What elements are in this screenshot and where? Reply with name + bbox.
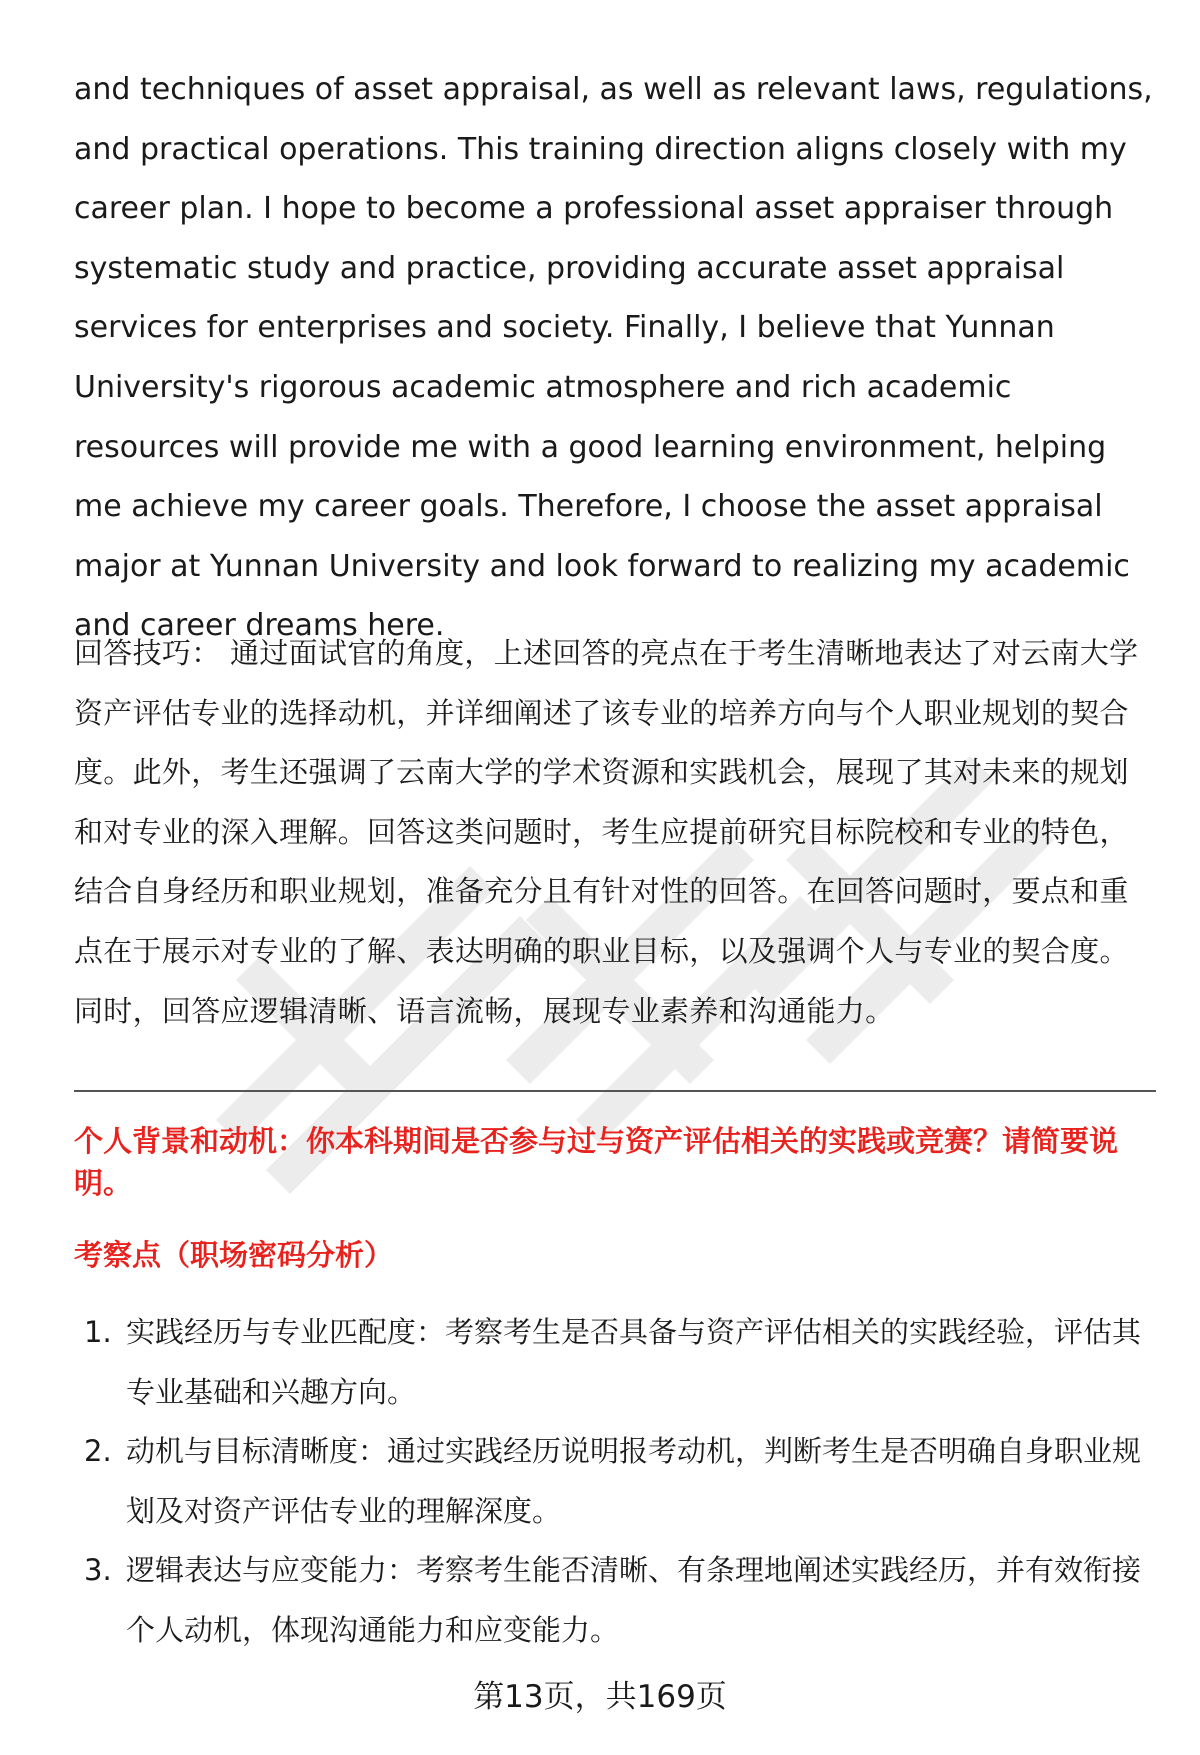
list-item-number: 2. [84,1434,112,1469]
list-item [74,1303,1156,1422]
body-paragraph-english: and techniques of asset appraisal, as well as relevant laws, regulations, and practical operations. This training direction aligns closely with my career plan. I hope to become a professional asset appraiser through systematic study and practice, providing accurate asset appraisal services for enterprises and society. Finally, I believe that Yunnan University's rigorous academic atmosphere and rich academic resources will provide me with a good learning environment, helping me achieve my career goals. Therefore, I choose the asset appraisal major at Yunnan University and look forward to realizing my academic and career dreams here. [74,72,1153,644]
list-item-text: 实践经历与专业匹配度：考察考生是否具备与资产评估相关的实践经验，评估其专业基础和兴趣方向。 [126,1315,1142,1409]
list-item-text: 逻辑表达与应变能力：考察考生能否清晰、有条理地阐述实践经历，并有效衔接个人动机，体现沟通能力和应变能力。 [126,1553,1142,1647]
section-divider [74,1090,1156,1092]
list-item-text: 动机与目标清晰度：通过实践经历说明报考动机，判断考生是否明确自身职业规划及对资产评估专业的理解深度。 [126,1434,1142,1528]
assessment-points-list [74,1303,1156,1661]
assessment-points-heading: 考察点（职场密码分析） [74,1238,394,1272]
list-item [74,1541,1156,1660]
answer-tips-paragraph: 回答技巧： 通过面试官的角度，上述回答的亮点在于考生清晰地表达了对云南大学资产评估专业的选择动机，并详细阐述了该专业的培养方向与个人职业规划的契合度。此外，考生还强调了云南大学的学术资源和实践机会，展现了其对未来的规划和对专业的深入理解。回答这类问题时，考生应提前研究目标院校和专业的特色，结合自身经历和职业规划，准备充分且有针对性的回答。在回答问题时，要点和重点在于展示对专业的了解、表达明确的职业目标，以及强调个人与专业的契合度。同时，回答应逻辑清晰、语言流畅，展现专业素养和沟通能力。 [74,636,1139,1028]
list-item [74,1422,1156,1541]
question-heading: 个人背景和动机：你本科期间是否参与过与资产评估相关的实践或竞赛？请简要说明。 [74,1124,1119,1200]
list-item-number: 1. [84,1315,112,1349]
list-item-number: 3. [84,1553,112,1588]
page-number-footer: 第13页，共169页 [473,1679,727,1715]
